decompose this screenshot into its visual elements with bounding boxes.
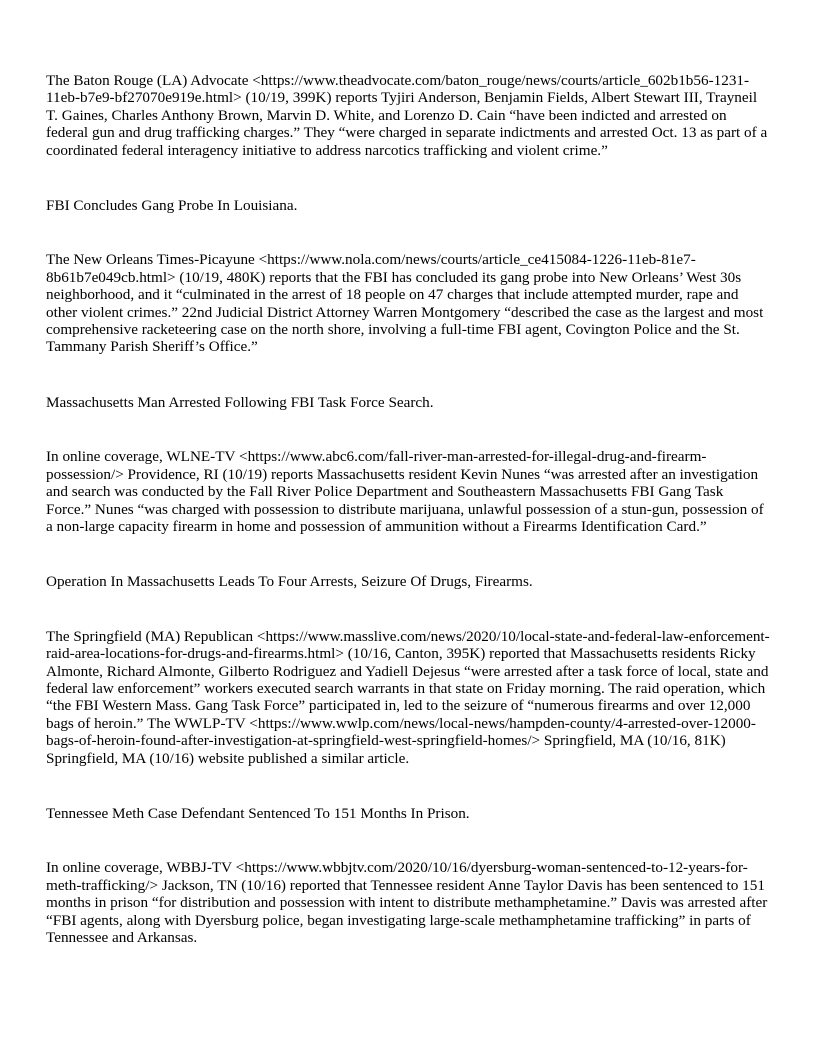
article-headline: Tennessee Meth Case Defendant Sentenced To 151 Months In Prison. [46,804,470,822]
article-paragraph: The Baton Rouge (LA) Advocate <https://www.theadvocate.com/baton_rouge/news/courts/article_602b1b56-1231-11eb-b7e9-bf27070e919e.html> (10/19, 399K) reports Tyjiri Anderson, Benjamin Fields, Albert Stewart III, Trayneil T. Gaines, Charles Anthony Brown, Marvin D. White, and Lorenzo D. Cain “have been indicted and arrested on federal gun and drug trafficking charges.” They “were charged in separate indictments and arrested Oct. 13 as part of a coordinated federal interagency initiative to address narcotics trafficking and violent crime.” [46,72,768,159]
article-headline: FBI Concludes Gang Probe In Louisiana. [46,197,298,215]
document-page [46,72,772,984]
article-paragraph: The New Orleans Times-Picayune <https://www.nola.com/news/courts/article_ce415084-1226-11eb-81e7-8b61b7e049cb.html> (10/19, 480K) reports that the FBI has concluded its gang probe into New Orleans’ West 30s neighborhood, and it “culminated in the arrest of 18 people on 47 charges that include attempted murder, rape and other violent crimes.” 22nd Judicial District Attorney Warren Montgomery “described the case as the largest and most comprehensive racketeering case on the north shore, involving a full-time FBI agent, Covington Police and the St. Tammany Parish Sheriff’s Office.” [46,251,764,356]
article-paragraph: The Springfield (MA) Republican <https://www.masslive.com/news/2020/10/local-state-and-federal-law-enforcement-raid-area-locations-for-drugs-and-firearms.html> (10/16, Canton, 395K) reported that Massachusetts residents Ricky Almonte, Richard Almonte, Gilberto Rodriguez and Yadiell Dejesus “were arrested after a task force of local, state and federal law enforcement” workers executed search warrants in that state on Friday morning. The raid operation, which “the FBI Western Mass. Gang Task Force” participated in, led to the seizure of “numerous firearms and over 12,000 bags of heroin.” The WWLP-TV <https://www.wwlp.com/news/local-news/hampden-county/4-arrested-over-12000-bags-of-heroin-found-after-investigation-at-springfield-west-springfield-homes/> Springfield, MA (10/16, 81K) Springfield, MA (10/16) website published a similar article. [46,627,770,767]
article-paragraph: In online coverage, WBBJ-TV <https://www.wbbjtv.com/2020/10/16/dyersburg-woman-sentenced-to-12-years-for-meth-trafficking/> Jackson, TN (10/16) reported that Tennessee resident Anne Taylor Davis has been sentenced to 151 months in prison “for distribution and possession with intent to distribute methamphetamine.” Davis was arrested after “FBI agents, along with Dyersburg police, began investigating large-scale methamphetamine trafficking” in parts of Tennessee and Arkansas. [46,859,768,946]
article-headline: Massachusetts Man Arrested Following FBI Task Force Search. [46,393,434,411]
article-paragraph: In online coverage, WLNE-TV <https://www.abc6.com/fall-river-man-arrested-for-illegal-drug-and-firearm-possession/> Providence, RI (10/19) reports Massachusetts resident Kevin Nunes “was arrested after an investigation and search was conducted by the Fall River Police Department and Southeastern Massachusetts FBI Gang Task Force.” Nunes “was charged with possession to distribute marijuana, unlawful possession of a stun-gun, possession of a non-large capacity firearm in home and possession of ammunition without a Firearms Identification Card.” [46,448,764,535]
article-headline: Operation In Massachusetts Leads To Four Arrests, Seizure Of Drugs, Firearms. [46,573,533,591]
